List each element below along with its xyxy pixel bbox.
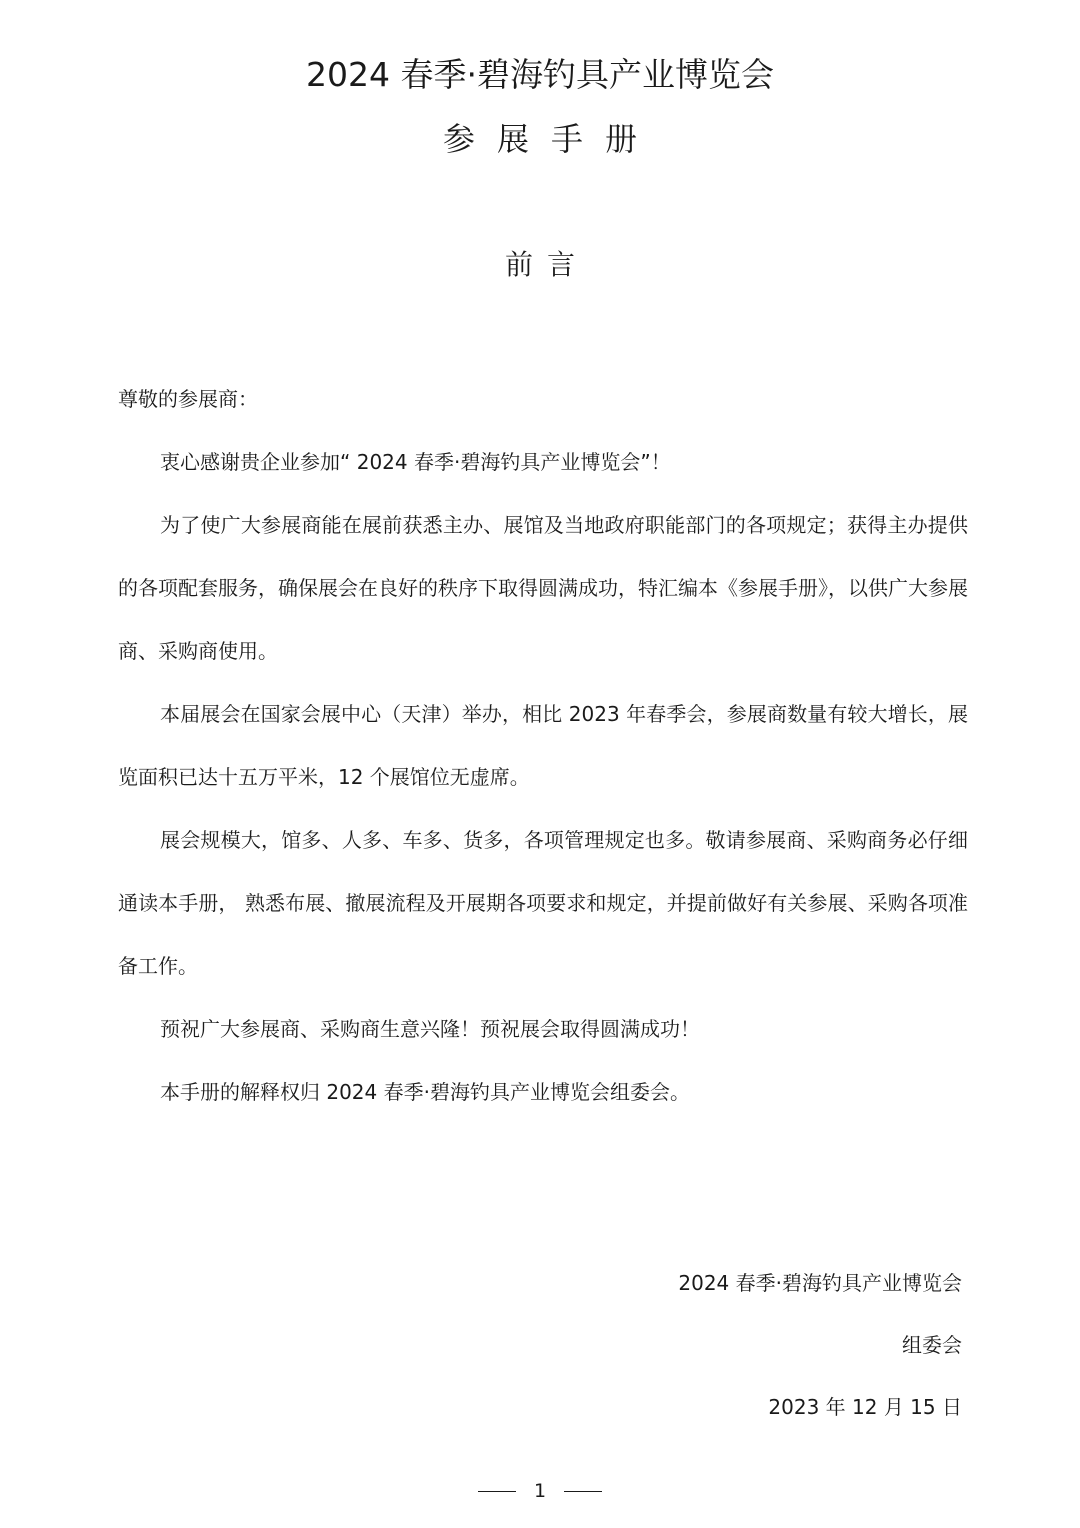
- page-number: 1: [533, 1480, 547, 1502]
- document-title: 2024 春季·碧海钓具产业博览会: [306, 55, 774, 94]
- signature-organization: 2024 春季·碧海钓具产业博览会: [678, 1271, 962, 1295]
- preface-body: [118, 368, 968, 1124]
- paragraph-venue: 本届展会在国家会展中心（天津）举办，相比 2023 年春季会，参展商数量有较大增长，展览面积已达十五万平米，12 个展馆位无虚席。: [118, 702, 968, 789]
- page-number-rule-right: [564, 1491, 602, 1492]
- section-heading-preface: 前言: [504, 248, 589, 281]
- page-number-rule-left: [478, 1491, 516, 1492]
- page-footer: [0, 1476, 1080, 1506]
- signature-committee: 组委会: [902, 1333, 962, 1357]
- signature-block: [678, 1252, 962, 1438]
- paragraph-interpretation: 本手册的解释权归 2024 春季·碧海钓具产业博览会组委会。: [160, 1080, 690, 1104]
- salutation: 尊敬的参展商：: [118, 387, 258, 411]
- paragraph-thanks: 衷心感谢贵企业参加“ 2024 春季·碧海钓具产业博览会”！: [160, 450, 671, 474]
- signature-date: 2023 年 12 月 15 日: [768, 1395, 962, 1419]
- document-subtitle: 参展手册: [442, 120, 659, 158]
- paragraph-purpose: 为了使广大参展商能在展前获悉主办、展馆及当地政府职能部门的各项规定；获得主办提供的各项配套服务，确保展会在良好的秩序下取得圆满成功，特汇编本《参展手册》，以供广大参展商、采购商使用。: [118, 513, 968, 663]
- paragraph-wishes: 预祝广大参展商、采购商生意兴隆！预祝展会取得圆满成功！: [160, 1017, 700, 1041]
- paragraph-rules: 展会规模大，馆多、人多、车多、货多，各项管理规定也多。敬请参展商、采购商务必仔细通读本手册， 熟悉布展、撤展流程及开展期各项要求和规定，并提前做好有关参展、采购各项准备工作。: [118, 828, 968, 978]
